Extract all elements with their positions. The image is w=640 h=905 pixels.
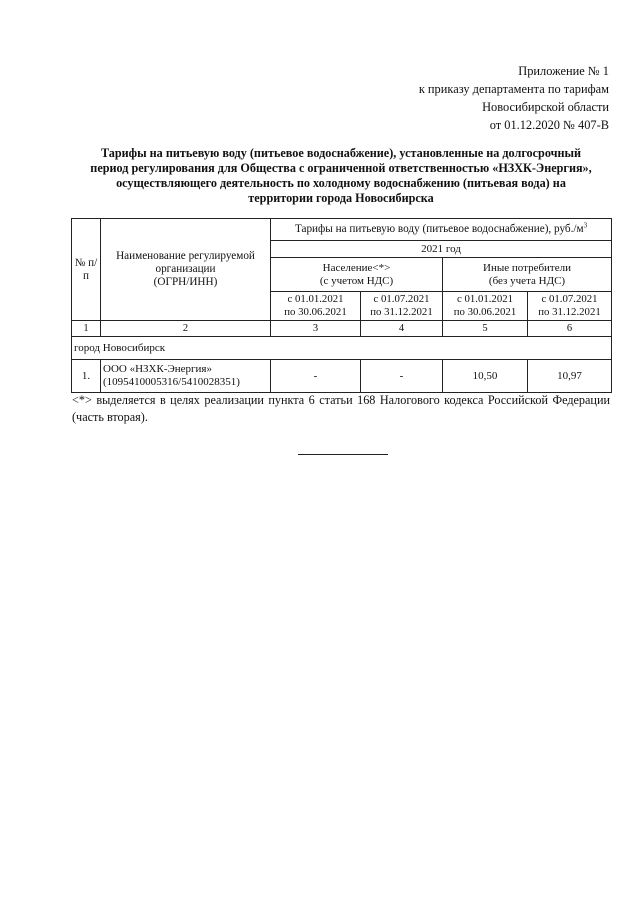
header-tariffs [271, 219, 612, 241]
row-population-h2: - [361, 360, 443, 393]
header-period-1 [271, 292, 361, 321]
title-line-4: территории города Новосибирска [248, 191, 434, 205]
row-organization [101, 360, 271, 393]
row-organization-ids: (1095410005316/5410028351) [103, 376, 240, 388]
header-tariffs-text: Тарифы на питьевую воду (питьевое водоснабжение), руб./м [294, 223, 584, 235]
period-to: по 31.12.2021 [370, 306, 433, 318]
period-from: с 01.07.2021 [373, 293, 430, 305]
header-row-number: № п/п [72, 219, 101, 321]
period-from: с 01.01.2021 [287, 293, 344, 305]
row-number: 1. [72, 360, 101, 393]
row-other-h1: 10,50 [443, 360, 528, 393]
header-period-4 [528, 292, 612, 321]
header-other-consumers [443, 258, 612, 292]
column-number: 4 [361, 321, 443, 337]
header-other-consumers-vat: (без учета НДС) [488, 274, 566, 287]
period-to: по 30.06.2021 [453, 306, 517, 318]
appendix-order-date: от 01.12.2020 № 407-В [489, 118, 609, 132]
column-number: 6 [528, 321, 612, 337]
header-organization-name: Наименование регулируемой организации [116, 250, 255, 275]
end-divider [298, 454, 388, 455]
appendix-region: Новосибирской области [482, 100, 609, 114]
appendix-order-ref: к приказу департамента по тарифам [418, 82, 609, 96]
column-number: 2 [101, 321, 271, 337]
city-name: город Новосибирск [72, 337, 612, 360]
header-organization [101, 219, 271, 321]
header-population [271, 258, 443, 292]
appendix-number: Приложение № 1 [518, 64, 609, 78]
title-line-1: Тарифы на питьевую воду (питьевое водоснабжение), установленные на долгосрочный [100, 146, 582, 160]
period-from: с 01.01.2021 [456, 293, 514, 305]
tariffs-table [71, 218, 612, 393]
title-line-3: осуществляющего деятельность по холодному водоснабжению (питьевая вода) на [116, 176, 566, 190]
document-title [72, 146, 610, 206]
city-row [72, 337, 612, 360]
column-number-row [72, 321, 612, 337]
header-year: 2021 год [271, 241, 612, 258]
header-tariffs-unit-power: 3 [583, 221, 588, 230]
header-population-vat: (с учетом НДС) [319, 274, 394, 287]
table-row [72, 360, 612, 393]
row-organization-name: ООО «НЗХК-Энергия» [103, 363, 212, 375]
header-period-2 [361, 292, 443, 321]
column-number: 3 [271, 321, 361, 337]
header-other-consumers-label: Иные потребители [483, 261, 571, 274]
title-line-2: период регулирования для Общества с ограниченной ответственностью «НЗХК-Энергия», [90, 161, 592, 175]
column-number: 5 [443, 321, 528, 337]
column-number: 1 [72, 321, 101, 337]
period-to: по 31.12.2021 [538, 306, 601, 318]
appendix-header [419, 62, 609, 134]
header-population-label: Население<*> [322, 261, 391, 274]
header-period-3 [443, 292, 528, 321]
period-to: по 30.06.2021 [284, 306, 347, 318]
row-other-h2: 10,97 [528, 360, 612, 393]
row-population-h1: - [271, 360, 361, 393]
footnote: <*> выделяется в целях реализации пункта 6 статьи 168 Налогового кодекса Российской Федерации (часть вторая). [72, 393, 610, 424]
period-from: с 01.07.2021 [541, 293, 598, 305]
header-organization-ids: (ОГРН/ИНН) [153, 276, 218, 288]
